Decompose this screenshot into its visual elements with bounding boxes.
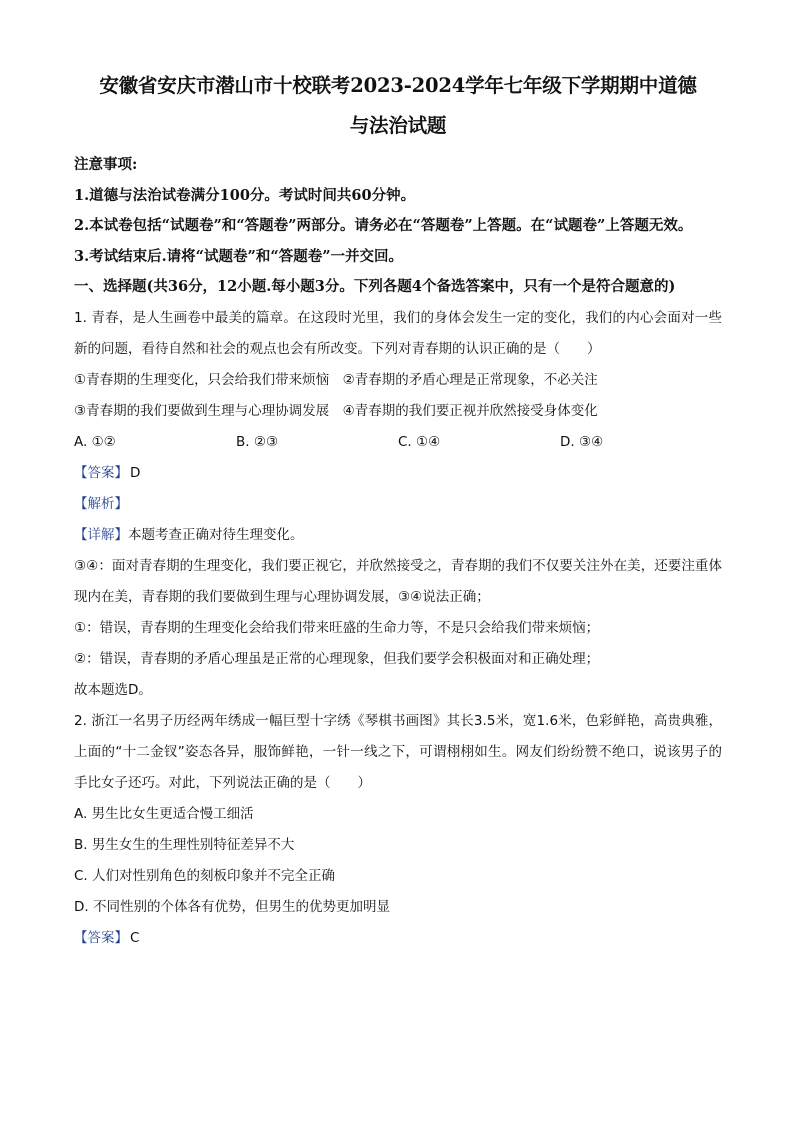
question-1-option-d: D. ③④	[560, 433, 604, 450]
question-1-option-c: C. ①④	[398, 433, 441, 450]
answer-label: 【答案】	[74, 464, 128, 481]
question-1-statements-row-2: ③青春期的我们要做到生理与心理协调发展 ④青春期的我们要正视并欣然接受身体变化	[74, 402, 598, 419]
notice-item-1: 1.道德与法治试卷满分100分。考试时间共60分钟。	[74, 186, 416, 204]
answer-value: D	[130, 464, 141, 481]
question-2-option-b: B. 男生女生的生理性别特征差异不大	[74, 836, 295, 853]
answer-value: C	[130, 929, 140, 946]
question-2	[74, 706, 722, 954]
question-1-answer	[74, 458, 722, 489]
question-2-option-c: C. 人们对性别角色的刻板印象并不完全正确	[74, 867, 336, 884]
question-2-option-a: A. 男生比女生更适合慢工细活	[74, 805, 254, 822]
question-2-option-d: D. 不同性别的个体各有优势，但男生的优势更加明显	[74, 898, 390, 915]
question-1	[74, 303, 722, 706]
detail-text: 本题考查正确对待生理变化。	[128, 526, 304, 543]
section-1-heading: 一、选择题(共36分，12小题.每小题3分。下列各题4个备选答案中，只有一个是符合题意的)	[74, 278, 676, 295]
notice-heading: 注意事项:	[74, 156, 138, 173]
question-1-option-b: B. ②③	[236, 433, 279, 450]
document-title	[74, 66, 722, 146]
notice-section	[74, 150, 722, 303]
question-1-options	[74, 427, 722, 458]
question-2-stem: 2. 浙江一名男子历经两年绣成一幅巨型十字绣《琴棋书画图》其长3.5米，宽1.6米，色彩鲜艳，高贵典雅，上面的“十二金钗”姿态各异，服饰鲜艳，一针一线之下，可谓栩栩如生。网友们纷纷赞不绝口，说该男子的手比女子还巧。对此，下列说法正确的是（ ）	[74, 712, 722, 791]
detail-label: 【详解】	[74, 526, 128, 543]
question-1-stem: 1. 青春，是人生画卷中最美的篇章。在这段时光里，我们的身体会发生一定的变化，我们的内心会面对一些新的问题，看待自然和社会的观点也会有所改变。下列对青春期的认识正确的是（ ）	[74, 309, 722, 357]
question-1-option-a: A. ①②	[74, 433, 116, 450]
question-2-answer	[74, 923, 722, 954]
notice-item-3: 3.考试结束后.请将“试题卷”和“答题卷”一并交回。	[74, 247, 404, 265]
notice-item-2: 2.本试卷包括“试题卷”和“答题卷”两部分。请务必在“答题卷”上答题。在“试题卷”上答题无效。	[74, 217, 693, 234]
question-1-detail	[74, 520, 722, 551]
question-1-conclusion: 故本题选D。	[74, 681, 152, 698]
title-line-1: 安徽省安庆市潜山市十校联考2023-2024学年七年级下学期期中道德	[99, 74, 697, 97]
question-1-statements-row-1: ①青春期的生理变化，只会给我们带来烦恼 ②青春期的矛盾心理是正常现象，不必关注	[74, 371, 598, 388]
question-1-explanation-3: ②：错误，青春期的矛盾心理虽是正常的心理现象，但我们要学会积极面对和正确处理；	[74, 650, 600, 667]
question-1-explanation-1: ③④：面对青春期的生理变化，我们要正视它，并欣然接受之，青春期的我们不仅要关注外在美，还要注重体现内在美，青春期的我们要做到生理与心理协调发展，③④说法正确；	[74, 557, 722, 605]
analysis-label: 【解析】	[74, 495, 128, 512]
question-1-analysis	[74, 489, 722, 520]
question-1-explanation-2: ①：错误，青春期的生理变化会给我们带来旺盛的生命力等，不是只会给我们带来烦恼；	[74, 619, 600, 636]
answer-label: 【答案】	[74, 929, 128, 946]
title-line-2: 与法治试题	[349, 114, 447, 137]
